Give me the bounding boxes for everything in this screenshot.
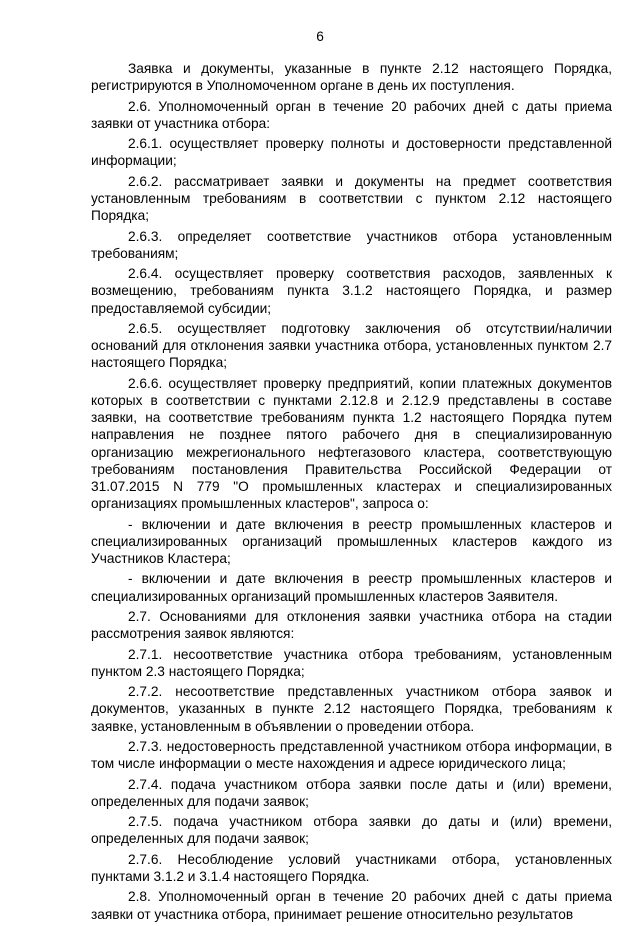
- page-number: 6: [316, 29, 324, 44]
- paragraph-intro: Заявка и документы, указанные в пункте 2.12 настоящего Порядка, регистрируются в Уполномоченном органе в день их поступления.: [91, 61, 612, 94]
- document-body: [91, 60, 612, 926]
- paragraph-2-6: 2.6. Уполномоченный орган в течение 20 рабочих дней с даты приема заявки от участника отбора:: [91, 98, 612, 131]
- paragraph-bullet-participants: - включении и дате включения в реестр промышленных кластеров и специализированных организаций промышленных кластеров каждого из Участников Кластера;: [91, 516, 612, 566]
- paragraph-2-6-6: 2.6.6. осуществляет проверку предприятий, копии платежных документов которых в соответствии с пунктами 2.12.8 и 2.12.9 представлены в составе заявки, на соответствие требованиям пункта 1.2 настоящего Порядка путем направления не позднее пятого рабочего дня в специализированную организацию межрегионального нефтегазового кластера, соответствующую требованиям постановления Правительства Российской Федерации от 31.07.2015 N 779 "О промышленных кластерах и специализированных организациях промышленных кластеров", запроса о:: [91, 375, 612, 512]
- paragraph-2-6-5: 2.6.5. осуществляет подготовку заключения об отсутствии/наличии оснований для отклонения заявки участника отбора, установленных пунктом 2.7 настоящего Порядка;: [91, 320, 612, 371]
- paragraph-2-6-1: 2.6.1. осуществляет проверку полноты и достоверности представленной информации;: [91, 136, 612, 169]
- paragraph-bullet-applicant: - включении и дате включения в реестр промышленных кластеров и специализированных организаций промышленных кластеров Заявителя.: [91, 571, 612, 604]
- paragraph-2-8: 2.8. Уполномоченный орган в течение 20 рабочих дней с даты приема заявки от участника отбора, принимает решение относительно результатов: [91, 889, 612, 922]
- paragraph-2-7-6: 2.7.6. Несоблюдение условий участниками отбора, установленных пунктами 3.1.2 и 3.1.4 настоящего Порядка.: [91, 851, 612, 884]
- paragraph-2-6-2: 2.6.2. рассматривает заявки и документы на предмет соответствия установленным требованиям в соответствии с пунктом 2.12 настоящего Порядка;: [91, 173, 612, 224]
- paragraph-2-7-1: 2.7.1. несоответствие участника отбора требованиям, установленным пунктом 2.3 настоящего Порядка;: [91, 646, 612, 679]
- paragraph-2-7: 2.7. Основаниями для отклонения заявки участника отбора на стадии рассмотрения заявок являются:: [91, 608, 612, 642]
- paragraph-2-6-4: 2.6.4. осуществляет проверку соответствия расходов, заявленных к возмещению, требованиям пункта 3.1.2 настоящего Порядка, и размер предоставляемой субсидии;: [91, 266, 612, 316]
- paragraph-2-7-5: 2.7.5. подача участником отбора заявки до даты и (или) времени, определенных для подачи заявок;: [91, 814, 612, 847]
- paragraph-2-7-4: 2.7.4. подача участником отбора заявки после даты и (или) времени, определенных для подачи заявок;: [91, 776, 612, 809]
- paragraph-2-7-2: 2.7.2. несоответствие представленных участником отбора заявок и документов, указанных в пункте 2.12 настоящего Порядка, требованиям к заявке, установленным в объявлении о проведении отбора.: [91, 684, 612, 734]
- paragraph-2-6-3: 2.6.3. определяет соответствие участников отбора установленным требованиям;: [91, 228, 612, 261]
- paragraph-2-7-3: 2.7.3. недостоверность представленной участником отбора информации, в том числе информации о месте нахождения и адресе юридического лица;: [91, 738, 612, 772]
